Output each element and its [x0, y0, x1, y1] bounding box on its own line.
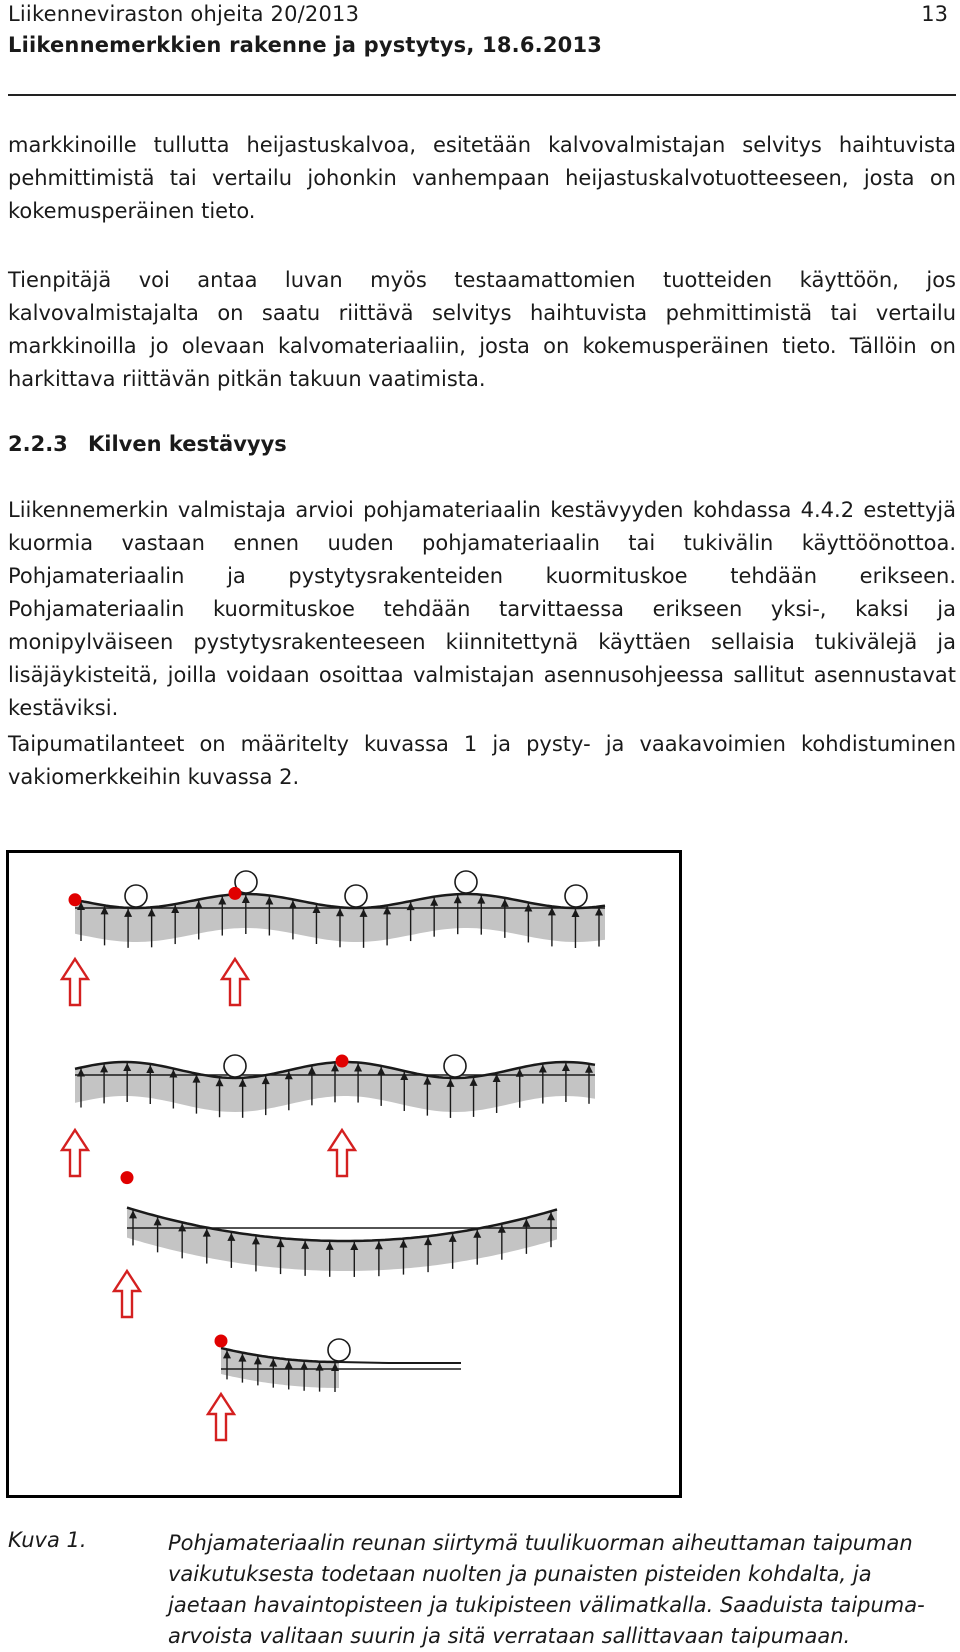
paragraph-1: markkinoille tullutta heijastuskalvoa, esitetään kalvovalmistajan selvitys haihtuvista pehmittimistä tai vertailu johonkin vanhempaan heijastuskalvotuotteeseen, josta on kokemusperäinen tieto. [8, 133, 956, 223]
load-arrow [329, 1130, 355, 1176]
doc-series: Liikenneviraston ohjeita 20/2013 [8, 2, 360, 26]
beam-extension [339, 1362, 461, 1363]
figure-caption-label: Kuva 1. [8, 1528, 87, 1552]
load-arrow [114, 1271, 140, 1317]
support-circle [565, 885, 587, 907]
support-circle [328, 1339, 350, 1361]
doc-title: Liikennemerkkien rakenne ja pystytys, 18.6.2013 [8, 33, 603, 57]
deflection-diagram [9, 853, 679, 1495]
measure-point [121, 1171, 134, 1184]
measure-point [69, 893, 82, 906]
load-arrow [208, 1394, 234, 1440]
load-arrow [62, 959, 88, 1005]
figure-deflection-cases [6, 850, 682, 1498]
figure-caption-text: Pohjamateriaalin reunan siirtymä tuulikuorman aiheuttaman taipuman vaikutuksesta todetaan nuolten ja punaisten pisteiden kohdalta, ja jaetaan havaintopisteen ja tukipisteen välimatkalla. Saaduista taipuma-arvoista valitaan suurin ja sitä verrataan sallittavaan taipumaan. [168, 1531, 925, 1648]
paragraph-3: Liikennemerkin valmistaja arvioi pohjamateriaalin kestävyyden kohdassa 4.4.2 estettyjä kuormia vastaan ennen uuden pohjamateriaalin tai tukivälin käyttöönottoa. Pohjamateriaalin ja pystytysrakenteiden kuormituskoe tehdään erikseen. Pohjamateriaalin kuormituskoe tehdään tarvittaessa erikseen yksi-, kaksi ja monipylväiseen pystytysrakenteeseen kiinnitettynä käyttäen sellaisia tukivälejä ja lisäjäykisteitä, joilla voidaan osoittaa valmistajan asennusohjeessa sallitut asennustavat kestäviksi. [8, 498, 956, 720]
paragraph-2: Tienpitäjä voi antaa luvan myös testaamattomien tuotteiden käyttöön, jos kalvovalmistajalta on saatu riittävä selvitys haihtuvista pehmittimistä tai vertailu markkinoilla jo olevaan kalvomateriaaliin, josta on kokemusperäinen tieto. Tällöin on harkittava riittävän pitkän takuun vaatimista. [8, 268, 956, 391]
section-number: 2.2.3 [8, 432, 68, 456]
case-cantilever [208, 1335, 461, 1441]
measure-point [229, 887, 242, 900]
support-circle [345, 885, 367, 907]
case-multi-support-span [62, 871, 605, 1005]
case-two-support-span [114, 1171, 557, 1317]
measure-point [336, 1055, 349, 1068]
case-three-support-span [62, 1055, 595, 1176]
beam-body [127, 1208, 557, 1271]
support-circle [444, 1055, 466, 1077]
support-circle [224, 1055, 246, 1077]
page-number: 13 [921, 2, 948, 26]
load-arrow [62, 1130, 88, 1176]
header-divider [8, 94, 956, 96]
measure-point [215, 1335, 228, 1348]
paragraph-4: Taipumatilanteet on määritelty kuvassa 1 ja pysty- ja vaakavoimien kohdistuminen vakiomerkkeihin kuvassa 2. [8, 732, 956, 789]
support-circle [125, 885, 147, 907]
support-circle [455, 871, 477, 893]
load-arrow [222, 959, 248, 1005]
section-title: Kilven kestävyys [88, 432, 287, 456]
